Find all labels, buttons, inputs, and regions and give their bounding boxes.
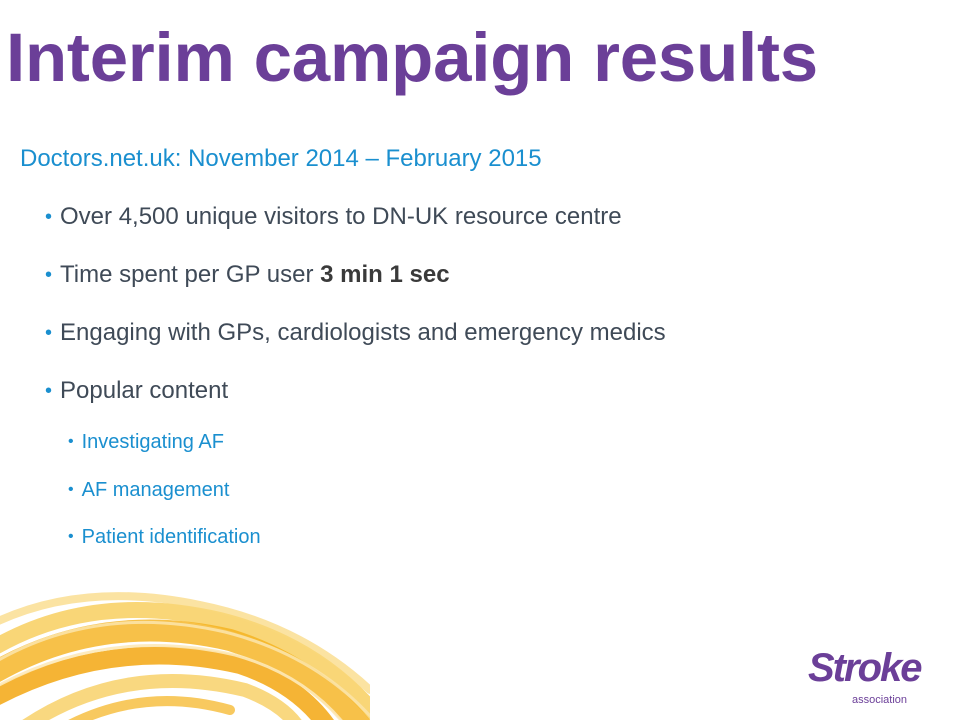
bullet-item — [45, 377, 228, 405]
stroke-association-logo — [808, 648, 933, 712]
sub-bullet-item — [68, 479, 229, 502]
sub-bullet-text: Investigating AF — [81, 431, 224, 453]
bullet-dot: • — [45, 322, 53, 344]
decorative-brush-swoosh — [0, 590, 370, 720]
logo-wordmark: Stroke — [808, 646, 921, 690]
slide-title: Interim campaign results — [6, 19, 818, 96]
bullet-dot: • — [68, 481, 74, 498]
bullet-text: Engaging with GPs, cardiologists and emergency medics — [60, 319, 666, 346]
bullet-dot: • — [45, 264, 53, 286]
bullet-item — [45, 203, 622, 231]
bullet-dot: • — [68, 528, 74, 545]
sub-bullet-item — [68, 526, 261, 549]
sub-bullet-text: AF management — [81, 479, 230, 501]
bullet-emphasis: 3 min 1 sec — [320, 261, 450, 288]
bullet-text: Over 4,500 unique visitors to DN-UK resource centre — [60, 203, 622, 230]
bullet-dot: • — [45, 206, 53, 228]
bullet-text: Popular content — [60, 377, 229, 404]
sub-bullet-text: Patient identification — [81, 526, 261, 548]
bullet-item — [45, 319, 666, 347]
sub-bullet-item — [68, 431, 224, 454]
slide-subtitle: Doctors.net.uk: November 2014 – February 2015 — [20, 145, 542, 172]
bullet-text: Time spent per GP user — [60, 261, 321, 288]
bullet-dot: • — [45, 380, 53, 402]
bullet-item — [45, 261, 450, 289]
logo-subtext: association — [852, 694, 908, 706]
bullet-dot: • — [68, 433, 74, 450]
